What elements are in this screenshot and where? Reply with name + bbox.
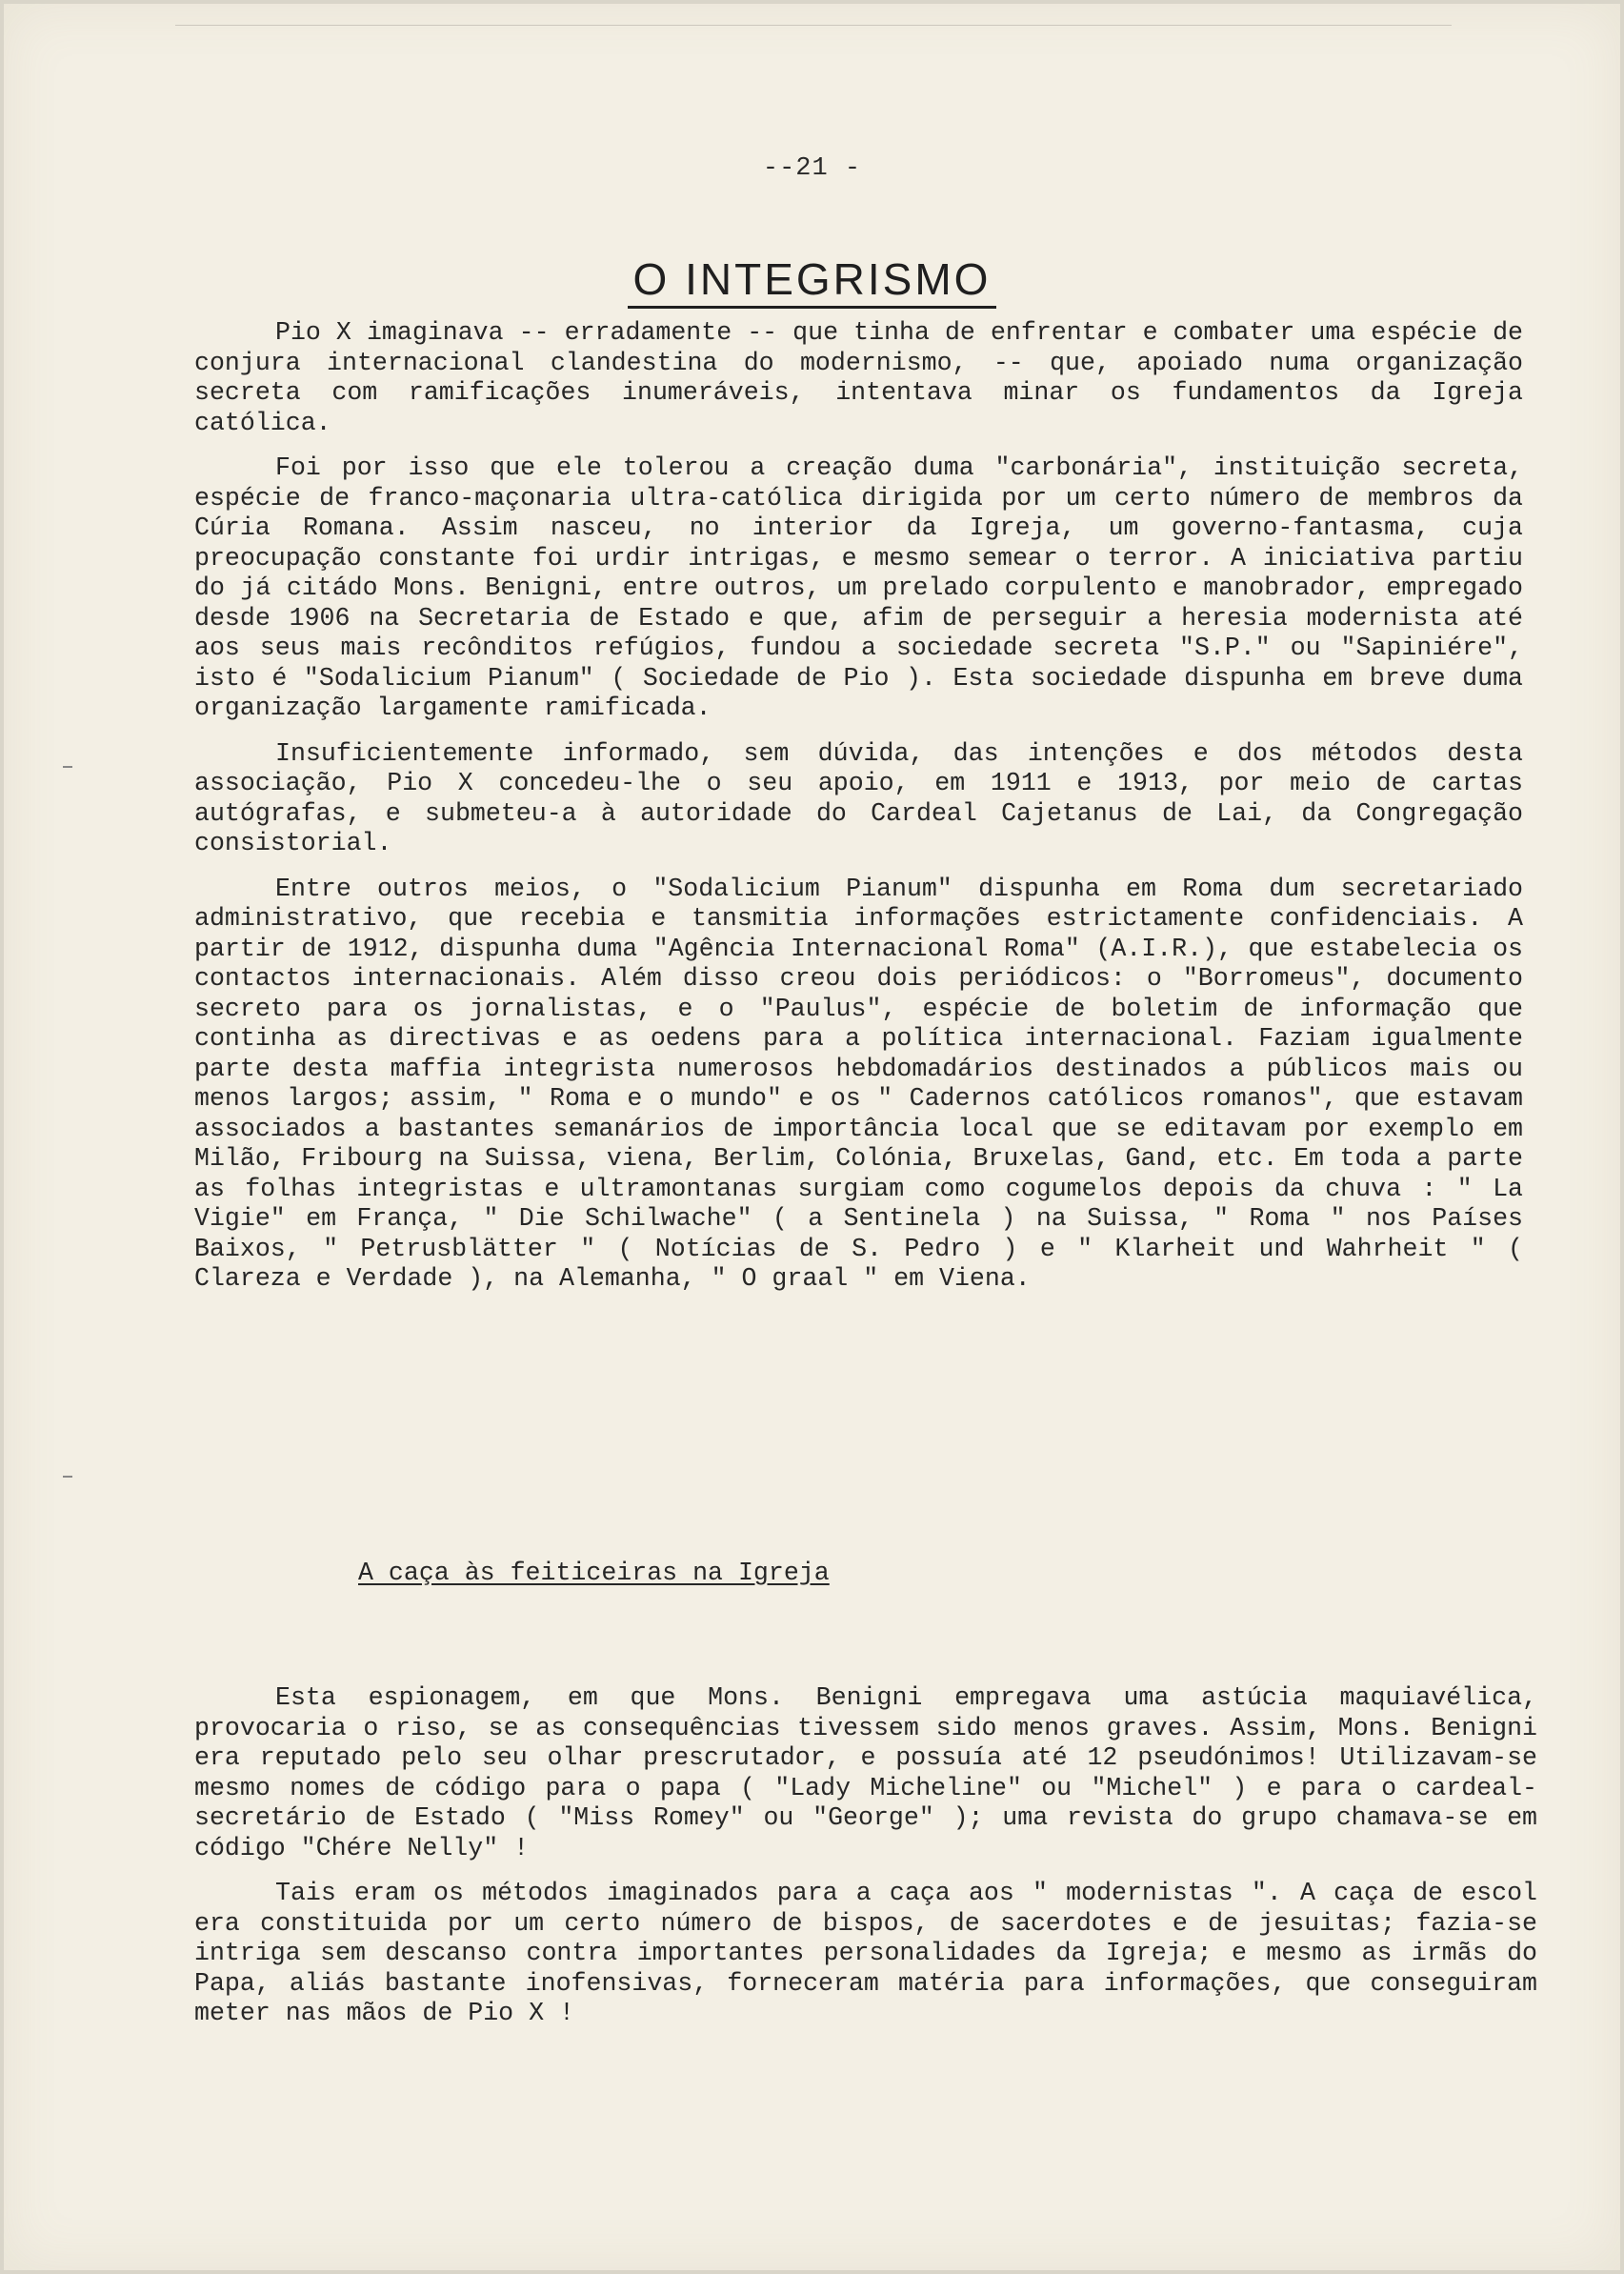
paragraph-4: Entre outros meios, o "Sodalicium Pianum" dispunha em Roma dum secretariado administrativo, que recebia e tansmitia informações estrictamente confidenciais. A partir de 1912, dispunha duma "Agência Internacional Roma" (A.I.R.), que estabelecia os contactos internacionais. Além disso creou dois periódicos: o "Borromeus", documento secreto para os jornalistas, e o "Paulus", espécie de boletim de informação que continha as directivas e as oedens para a política internacional. Faziam igualmente parte desta maffia integrista numerosos hebdomadários destinados a públicos mais ou menos largos; assim, " Roma e o mundo" e os " Cadernos católicos romanos", que estavam associados a bastantes semanários de importância local que se editavam por exemplo em Milão, Fribourg na Suissa, viena, Berlim, Colónia, Bruxelas, Gand, etc. Em toda a parte as folhas integristas e ultramontanas surgiam como cogumelos depois da chuva : " La Vigie" em França, " Die Schilwache" ( a Sentinela ) na Suissa, " Roma " nos Países Baixos, " Petrusblätter " ( Notícias de S. Pedro ) e " Klarheit und Wahrheit " ( Clareza e Verdade ), na Alemanha, " O graal " em Viena. [194, 874, 1523, 1293]
page-title [4, 253, 1620, 305]
page-top-edge [175, 25, 1452, 26]
margin-mark [63, 1476, 72, 1478]
section-body [194, 1683, 1537, 2044]
paragraph-1: Pio X imaginava -- erradamente -- que tinha de enfrentar e combater uma espécie de conjura internacional clandestina do modernismo, -- que, apoiado numa organização secreta com ramificações inumeráveis, intentava minar os fundamentos da Igreja católica. [194, 318, 1523, 437]
paragraph-3: Insuficientemente informado, sem dúvida, das intenções e dos métodos desta associação, Pio X concedeu-lhe o seu apoio, em 1911 e 1913, por meio de cartas autógrafas, e submeteu-a à autoridade do Cardeal Cajetanus de Lai, da Congregação consistorial. [194, 738, 1523, 857]
page-title-text: O INTEGRISMO [628, 254, 997, 309]
section-paragraph-2: Tais eram os métodos imaginados para a caça aos " modernistas ". A caça de escol era constituida por um certo número de bispos, de sacerdotes e de jesuitas; fazia-se intriga sem descanso contra importantes personalidades da Igreja; e mesmo as irmãs do Papa, aliás bastante inofensivas, forneceram matéria para informações, que conseguiram meter nas mãos de Pio X ! [194, 1879, 1537, 2027]
paragraph-2: Foi por isso que ele tolerou a creação duma "carbonária", instituição secreta, espécie de franco-maçonaria ultra-católica dirigida por um certo número de membros da Cúria Romana. Assim nasceu, no interior da Igreja, um governo-fantasma, cuja preocupação constante foi urdir intrigas, e mesmo semear o terror. A iniciativa partiu do já citádo Mons. Benigni, entre outros, um prelado corpulento e manobrador, empregado desde 1906 na Secretaria de Estado e que, afim de perseguir a heresia modernista até aos seus mais recônditos refúgios, fundou a sociedade secreta "S.P." ou "Sapiniére", isto é "Sodalicium Pianum" ( Sociedade de Pio ). Esta sociedade dispunha em breve duma organização largamente ramificada. [194, 453, 1523, 722]
page-number: --21 - [762, 154, 862, 183]
section-heading: A caça às feiticeiras na Igreja [358, 1559, 830, 1587]
margin-mark [63, 766, 72, 768]
section-paragraph-1: Esta espionagem, em que Mons. Benigni empregava uma astúcia maquiavélica, provocaria o riso, se as consequências tivessem sido menos graves. Assim, Mons. Benigni era reputado pelo seu olhar prescrutador, e possuía até 12 pseudónimos! Utilizavam-se mesmo nomes de código para o papa ( "Lady Micheline" ou "Michel" ) e para o cardeal-secretário de Estado ( "Miss Romey" ou "George" ); uma revista do grupo chamava-se em código "Chére Nelly" ! [194, 1683, 1537, 1862]
main-body [194, 318, 1523, 1310]
document-page [4, 4, 1620, 2270]
